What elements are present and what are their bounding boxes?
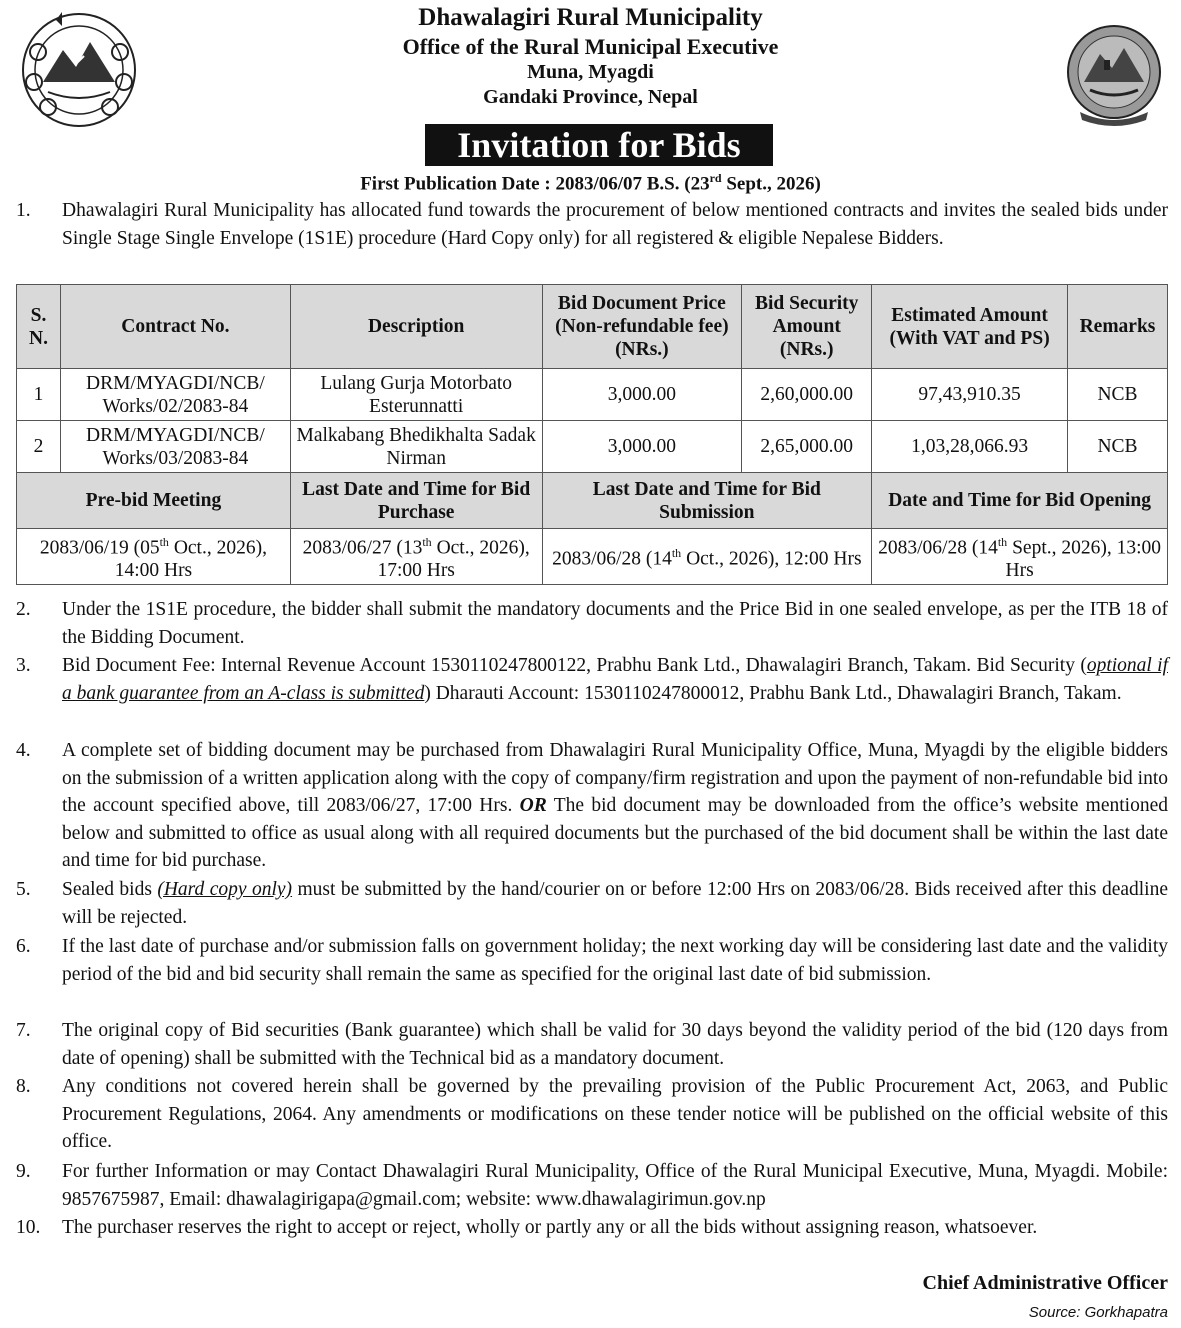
notice-title: Invitation for Bids [425, 124, 773, 166]
col-prebid: Pre-bid Meeting [17, 473, 291, 529]
col-description: Description [290, 285, 542, 369]
col-security: Bid Security Amount (NRs.) [742, 285, 872, 369]
publication-date: First Publication Date : 2083/06/07 B.S. (23rd Sept., 2026) [360, 171, 821, 195]
col-purchase: Last Date and Time for Bid Purchase [290, 473, 542, 529]
office-name: Office of the Rural Municipal Executive [402, 34, 779, 59]
table-header-row [17, 285, 1168, 369]
province-country: Gandaki Province, Nepal [483, 86, 698, 108]
schedule-row [17, 529, 1168, 585]
clause-4: 4. A complete set of bidding document may be purchased from Dhawalagiri Rural Municipality Office, Muna, Myagdi by the eligible bidders on the submission of a written application along with the copy of company/firm registration and upon the payment of non-refundable bid into the account specified above, till 2083/06/27, 17:00 Hrs. OR The bid document may be downloaded from the office’s website mentioned below and submitted to office as usual along with all required documents but the purchased of the bid document shall be within the last date and time for bid purchase. [16, 740, 1168, 871]
schedule-header-row [17, 473, 1168, 529]
municipality-name: Dhawalagiri Rural Municipality [418, 4, 763, 31]
purchase-date: 2083/06/27 (13th Oct., 2026), 17:00 Hrs [290, 529, 542, 585]
clause-6: 6. If the last date of purchase and/or submission falls on government holiday; the next working day will be considering last date and the validity period of the bid and bid security shall remain the same as specified for the original last date of bid submission. [16, 936, 1168, 985]
clause-3: 3. Bid Document Fee: Internal Revenue Account 1530110247800122, Prabhu Bank Ltd., Dhawalagiri Branch, Takam. Bid Security (optional if a bank guarantee from an A-class is submitted) Dharauti Account: 1530110247800012, Prabhu Bank Ltd., Dhawalagiri Branch, Takam. [16, 655, 1168, 704]
opening-date: 2083/06/28 (14th Sept., 2026), 13:00 Hrs [872, 529, 1168, 585]
bids-table [16, 284, 1168, 585]
col-estimate: Estimated Amount (With VAT and PS) [872, 285, 1068, 369]
signature-title: Chief Administrative Officer [922, 1272, 1168, 1294]
office-location: Muna, Myagdi [527, 61, 654, 83]
clause-7: 7. The original copy of Bid securities (Bank guarantee) which shall be valid for 30 days beyond the validity period of the bid (120 days from date of opening) shall be submitted with the Technical bid as a mandatory document. [16, 1020, 1168, 1069]
col-remarks: Remarks [1068, 285, 1168, 369]
table-row: 2 DRM/MYAGDI/NCB/ Works/03/2083-84 Malkabang Bhedikhalta Sadak Nirman 3,000.00 2,65,000.00 1,03,28,066.93 NCB [17, 421, 1168, 473]
clause-5: 5. Sealed bids (Hard copy only) must be submitted by the hand/courier on or before 12:00 Hrs on 2083/06/28. Bids received after this deadline will be rejected. [16, 879, 1169, 928]
notice-header [0, 0, 1181, 200]
col-contract: Contract No. [60, 285, 290, 369]
clause-10: 10. The purchaser reserves the right to accept or reject, wholly or partly any or all the bids without assigning reason, whatsoever. [16, 1217, 1038, 1238]
col-sn: S. N. [17, 285, 61, 369]
table-row: 1 DRM/MYAGDI/NCB/ Works/02/2083-84 Lulang Gurja Motorbato Esterunnatti 3,000.00 2,60,000.00 97,43,910.35 NCB [17, 369, 1168, 421]
col-opening: Date and Time for Bid Opening [872, 473, 1168, 529]
clause-8: 8. Any conditions not covered herein shall be governed by the prevailing provision of the Public Procurement Act, 2063, and Public Procurement Regulations, 2064. Any amendments or modifications on these tender notice will be published on the official website of this office. [16, 1076, 1168, 1152]
col-submission: Last Date and Time for Bid Submission [542, 473, 872, 529]
source-credit: Source: Gorkhapatra [1028, 1304, 1168, 1321]
col-doc-price: Bid Document Price (Non-refundable fee) (NRs.) [542, 285, 742, 369]
clause-2: 2. Under the 1S1E procedure, the bidder shall submit the mandatory documents and the Price Bid in one sealed envelope, as per the ITB 18 of the Bidding Document. [16, 599, 1168, 648]
prebid-date: 2083/06/19 (05th Oct., 2026), 14:00 Hrs [17, 529, 291, 585]
clause-1: 1. Dhawalagiri Rural Municipality has allocated fund towards the procurement of below mentioned contracts and invites the sealed bids under Single Stage Single Envelope (1S1E) procedure (Hard Copy only) for all registered & eligible Nepalese Bidders. [16, 200, 1168, 249]
clause-9: 9. For further Information or may Contact Dhawalagiri Rural Municipality, Office of the Rural Municipal Executive, Muna, Myagdi. Mobile: 9857675987, Email: dhawalagirigapa@gmail.com; website: www.dhawalagirimun.gov.np [16, 1161, 1168, 1210]
submission-date: 2083/06/28 (14th Oct., 2026), 12:00 Hrs [542, 529, 872, 585]
